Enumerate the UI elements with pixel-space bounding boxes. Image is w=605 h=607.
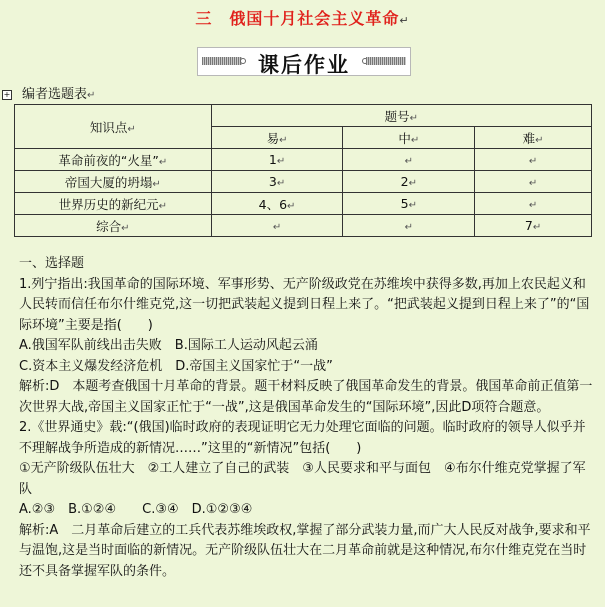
paragraph-mark: ↵ — [152, 178, 161, 190]
paragraph-mark: ↵ — [532, 222, 542, 233]
topic-text: 世界历史的新纪元 — [58, 196, 159, 212]
medium-cell — [343, 215, 475, 237]
number-header-text: 题号 — [384, 108, 410, 124]
medium-text: 2 — [400, 174, 409, 189]
topic-header-cell — [15, 105, 212, 149]
question-1-options-ab: A.俄国军队前线出击失败 B.国际工人运动风起云涌 — [19, 338, 318, 353]
paragraph-mark: ↵ — [158, 156, 168, 168]
topic-text: 革命前夜的“火星” — [58, 152, 159, 168]
table-caption — [22, 83, 95, 102]
easy-cell — [211, 149, 343, 171]
paragraph-mark: ↵ — [408, 178, 417, 189]
banner-dot-left — [240, 58, 246, 64]
banner-decoration-left — [202, 57, 242, 65]
paragraph-mark: ↵ — [272, 222, 282, 233]
question-2-items: ①无产阶级队伍壮大 ②工人建立了自己的武装 ③人民要求和平与面包 ④布尔什维克党掌握了军队 — [19, 461, 586, 497]
topic-cell — [15, 149, 212, 171]
hard-cell — [475, 215, 592, 237]
question-content — [19, 254, 594, 582]
paragraph-mark: ↵ — [158, 200, 168, 212]
hard-cell — [475, 171, 592, 193]
paragraph-mark: ↵ — [276, 178, 286, 189]
topic-text: 帝国大厦的坍塌 — [64, 174, 153, 190]
topic-text: 综合 — [96, 218, 122, 234]
level-hard-text: 难 — [522, 130, 536, 146]
paragraph-mark: ↵ — [410, 134, 420, 146]
medium-cell — [343, 193, 475, 215]
level-easy-header — [211, 127, 343, 149]
paragraph-mark: ↵ — [279, 134, 288, 146]
number-header-cell — [211, 105, 591, 127]
medium-cell — [343, 149, 475, 171]
title-text: 三 俄国十月社会主义革命 — [195, 9, 400, 28]
question-1-options-cd: C.资本主义爆发经济危机 D.帝国主义国家忙于“一战” — [19, 358, 333, 374]
easy-text: 4、6 — [258, 196, 288, 212]
question-1-analysis: 解析:D 本题考查俄国十月革命的背景。题干材料反映了俄国革命发生的背景。俄国革命前正值第一次世界大战,帝国主义国家正忙于“一战”,这是俄国革命发生的“国际环境”,因此D项符合题意。 — [19, 379, 593, 415]
medium-text: 5 — [400, 196, 409, 211]
table-row — [15, 193, 592, 215]
paragraph-mark: ↵ — [528, 156, 538, 167]
medium-cell — [343, 171, 475, 193]
section-heading-text: 一、选择题 — [19, 256, 85, 271]
paragraph-mark: ↵ — [87, 90, 96, 101]
hard-cell — [475, 193, 592, 215]
banner-text: 课后作业 — [258, 53, 350, 77]
paragraph-mark: ↵ — [528, 200, 538, 211]
topic-header-text: 知识点 — [89, 119, 128, 135]
level-medium-text: 中 — [398, 130, 411, 146]
hard-cell — [475, 149, 592, 171]
table-row — [15, 215, 592, 237]
level-hard-header — [475, 127, 592, 149]
question-2-options: A.②③ B.①②④ C.③④ D.①②③④ — [19, 502, 253, 517]
topic-cell — [15, 215, 212, 237]
topic-cell — [15, 193, 212, 215]
level-medium-header — [343, 127, 475, 149]
homework-banner — [197, 47, 411, 76]
section-heading — [19, 254, 594, 275]
topic-cell — [15, 171, 212, 193]
table-caption-text: 编者选题表 — [22, 87, 88, 102]
easy-text: 3 — [268, 174, 277, 189]
paragraph-mark: ↵ — [535, 134, 544, 146]
paragraph-mark: ↵ — [399, 14, 410, 27]
question-2-analysis: 解析:A 二月革命后建立的工兵代表苏维埃政权,掌握了部分武装力量,而广大人民反对战争,要求和平与温饱,这是当时面临的新情况。无产阶级队伍壮大在二月革命前就是这种情况,布尔什维克党在当时还不具备掌握军队的条件。 — [19, 522, 591, 579]
paragraph-mark: ↵ — [276, 156, 286, 167]
paragraph-mark: ↵ — [404, 222, 413, 233]
paragraph-mark: ↵ — [121, 222, 130, 234]
table-move-handle-icon[interactable]: + — [3, 90, 11, 99]
easy-cell — [211, 193, 343, 215]
paragraph-mark: ↵ — [408, 200, 417, 211]
question-1-stem: 1.列宁指出:我国革命的国际环境、军事形势、无产阶级政党在苏维埃中获得多数,再加上农民起义和人民转而信任布尔什维克党,这一切把武装起义提到日程上来了。“把武装起义提到日程上来了”的“国际环境”主要是指( ) — [19, 276, 590, 333]
question-2-stem: 2.《世界通史》载:“(俄国)临时政府的表现证明它无力处理它面临的问题。临时政府的领导人似乎并不理解战争所造成的新情况……”这里的“新情况”包括( ) — [19, 420, 586, 456]
table-row — [15, 149, 592, 171]
page-title — [0, 6, 605, 29]
paragraph-mark: ↵ — [528, 178, 538, 189]
table-row — [15, 171, 592, 193]
easy-cell — [211, 215, 343, 237]
paragraph-mark: ↵ — [287, 200, 296, 212]
paragraph-mark: ↵ — [409, 112, 419, 124]
easy-cell — [211, 171, 343, 193]
paragraph-mark: ↵ — [404, 156, 413, 167]
banner-decoration-right — [366, 57, 406, 65]
paragraph-mark: ↵ — [127, 123, 136, 135]
easy-text: 1 — [268, 152, 277, 167]
level-easy-text: 易 — [266, 130, 280, 146]
topic-selection-table — [14, 104, 592, 237]
hard-text: 7 — [524, 218, 533, 233]
